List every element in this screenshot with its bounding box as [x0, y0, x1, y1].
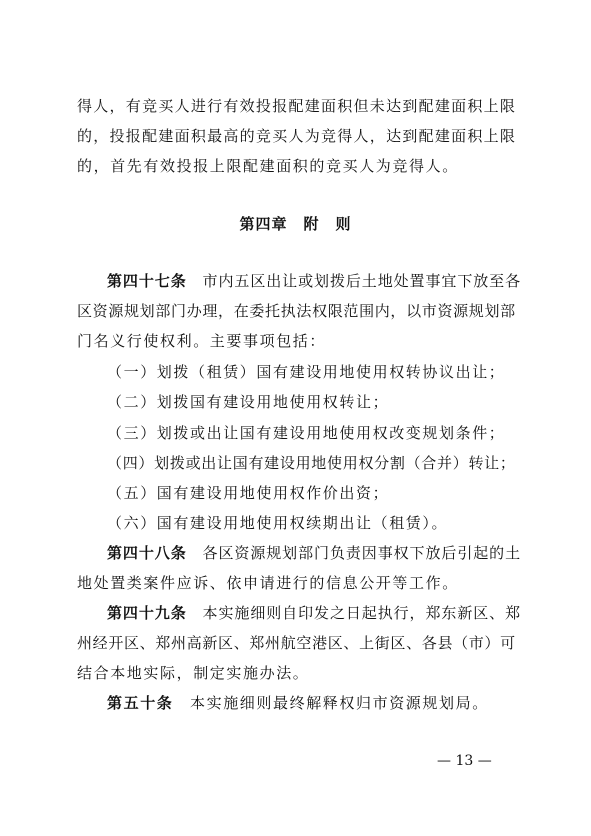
article-48-text-1: 各区资源规划部门负责因事权下放后引起的土 [186, 544, 522, 562]
article-47-first-line [107, 271, 521, 291]
article-47-item-4: （四）划拨或出让国有建设用地使用权分割（合并）转让； [107, 454, 516, 472]
article-47-item-5: （五）国有建设用地使用权作价出资； [107, 484, 390, 502]
article-50-label: 第五十条 [107, 694, 174, 712]
article-50-text-1: 本实施细则最终解释权归市资源规划局。 [173, 694, 489, 712]
article-47-item-6: （六）国有建设用地使用权续期出让（租赁）。 [107, 514, 449, 532]
article-47-text-3: 门名义行使权利。主要事项包括： [77, 332, 327, 350]
page-number: — 13 — [437, 753, 492, 769]
article-50-line [107, 693, 489, 713]
article-47-item-1: （一）划拨（租赁）国有建设用地使用权转协议出让； [107, 363, 506, 381]
article-48-first-line [107, 543, 521, 563]
continuation-line-3: 的，首先有效投报上限配建面积的竞买人为竞得人。 [77, 157, 459, 175]
article-47-label: 第四十七条 [107, 272, 187, 290]
chapter-title: 第四章 附 则 [239, 215, 352, 233]
article-49-label: 第四十九条 [107, 604, 187, 622]
article-49-text-3: 结合本地实际，制定实施办法。 [77, 664, 310, 682]
continuation-line-1: 得人，有竞买人进行有效投报配建面积但未达到配建面积上限 [77, 97, 517, 115]
continuation-line-2: 的，投报配建面积最高的竞买人为竞得人，达到配建面积上限 [77, 127, 517, 145]
article-47-text-1: 市内五区出让或划拨后土地处置事宜下放至各 [186, 272, 522, 290]
article-47-item-3: （三）划拨或出让国有建设用地使用权改变规划条件； [107, 424, 506, 442]
article-47-item-2: （二）划拨国有建设用地使用权转让； [107, 393, 390, 411]
article-48-text-2: 地处置类案件应诉、依申请进行的信息公开等工作。 [77, 574, 459, 592]
article-49-text-1: 本实施细则自印发之日起执行，郑东新区、郑 [186, 604, 522, 622]
article-49-first-line [107, 603, 521, 623]
article-47-text-2: 区资源规划部门办理，在委托执法权限范围内，以市资源规划部 [77, 302, 516, 320]
article-49-text-2: 州经开区、郑州高新区、郑州航空港区、上街区、各县（市）可 [77, 634, 516, 652]
article-48-label: 第四十八条 [107, 544, 187, 562]
